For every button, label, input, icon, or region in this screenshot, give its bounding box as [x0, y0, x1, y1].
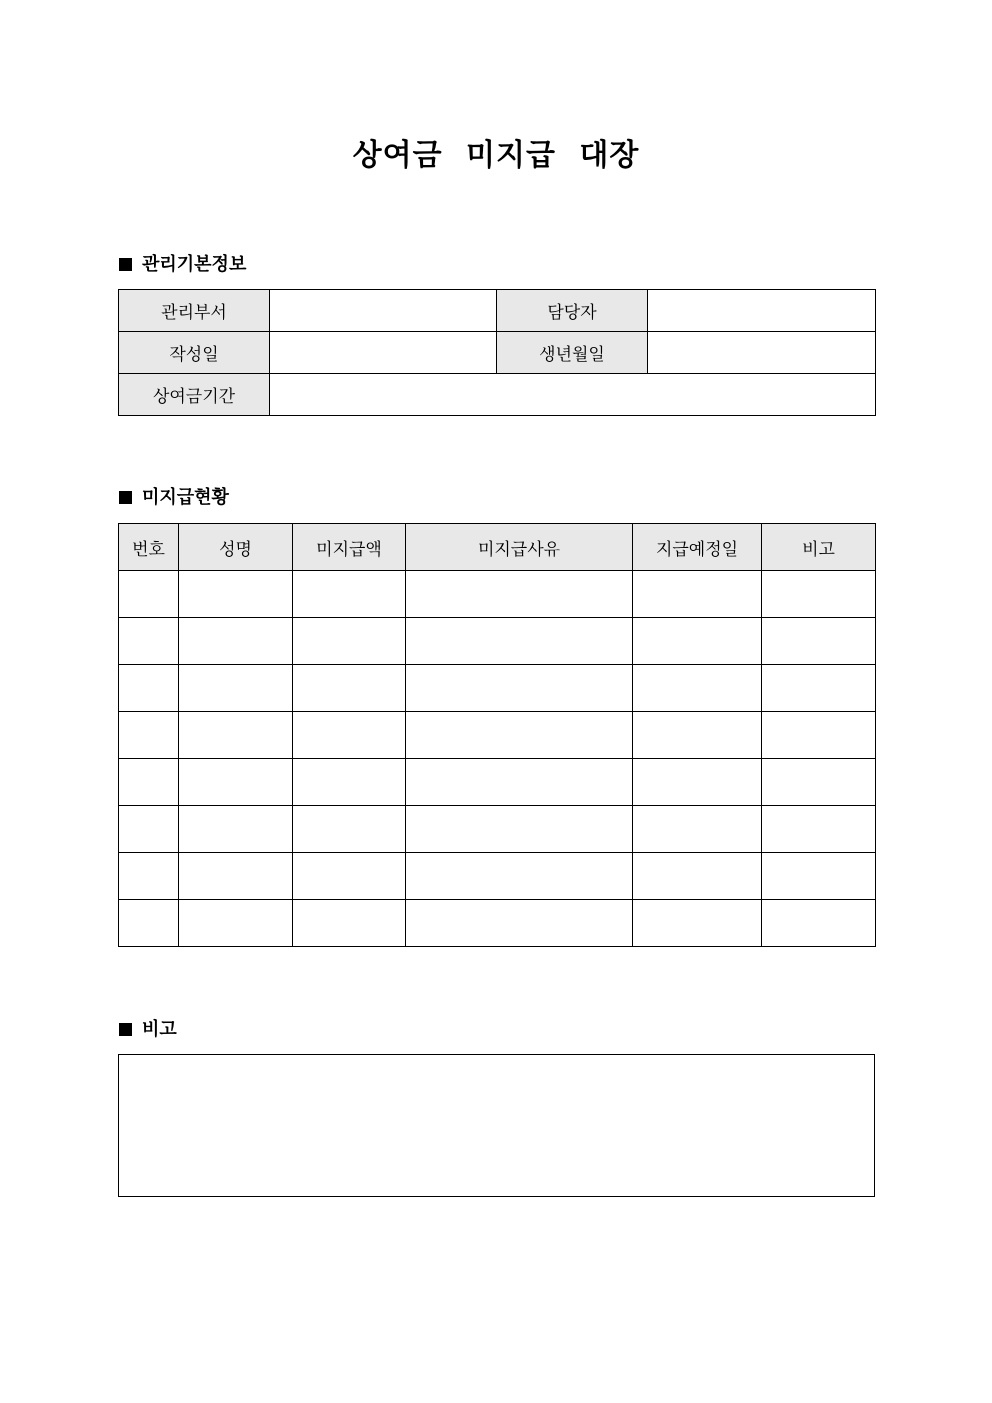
- unpaid-status-table: [118, 523, 876, 947]
- name-cell[interactable]: [179, 712, 293, 759]
- basic-info-heading: [119, 253, 246, 277]
- name-cell[interactable]: [179, 618, 293, 665]
- table-header-row: [119, 524, 876, 571]
- column-header-scheduled-date: 지급예정일: [633, 524, 762, 571]
- unpaid-amount-cell[interactable]: [293, 853, 406, 900]
- unpaid-amount-cell[interactable]: [293, 571, 406, 618]
- remarks-cell[interactable]: [762, 665, 876, 712]
- unpaid-amount-cell[interactable]: [293, 900, 406, 947]
- remarks-box[interactable]: [118, 1054, 875, 1197]
- unpaid-reason-cell[interactable]: [406, 712, 633, 759]
- table-row: [119, 712, 876, 759]
- scheduled-date-cell[interactable]: [633, 806, 762, 853]
- table-row: [119, 665, 876, 712]
- remarks-cell[interactable]: [762, 900, 876, 947]
- remarks-cell[interactable]: [762, 712, 876, 759]
- unpaid-reason-cell[interactable]: [406, 618, 633, 665]
- birth-date-field[interactable]: [648, 332, 876, 374]
- created-date-field[interactable]: [270, 332, 497, 374]
- square-bullet-icon: [119, 1023, 132, 1036]
- scheduled-date-cell[interactable]: [633, 665, 762, 712]
- column-header-unpaid-reason: 미지급사유: [406, 524, 633, 571]
- column-header-remarks: 비고: [762, 524, 876, 571]
- scheduled-date-cell[interactable]: [633, 712, 762, 759]
- created-date-label: 작성일: [119, 332, 270, 374]
- unpaid-reason-cell[interactable]: [406, 665, 633, 712]
- number-cell[interactable]: [119, 853, 179, 900]
- manager-field[interactable]: [648, 290, 876, 332]
- remarks-cell[interactable]: [762, 853, 876, 900]
- unpaid-reason-cell[interactable]: [406, 806, 633, 853]
- unpaid-amount-cell[interactable]: [293, 665, 406, 712]
- remarks-heading: [119, 1018, 177, 1042]
- scheduled-date-cell[interactable]: [633, 853, 762, 900]
- unpaid-amount-cell[interactable]: [293, 712, 406, 759]
- table-row: [119, 759, 876, 806]
- unpaid-status-body: [119, 571, 876, 947]
- birth-date-label: 생년월일: [497, 332, 648, 374]
- remarks-heading-text: 비고: [142, 1019, 177, 1040]
- scheduled-date-cell[interactable]: [633, 571, 762, 618]
- document-title: 상여금 미지급 대장: [352, 138, 640, 173]
- number-cell[interactable]: [119, 900, 179, 947]
- name-cell[interactable]: [179, 806, 293, 853]
- basic-info-row: [119, 290, 876, 332]
- table-row: [119, 571, 876, 618]
- department-field[interactable]: [270, 290, 497, 332]
- remarks-cell[interactable]: [762, 618, 876, 665]
- column-header-number: 번호: [119, 524, 179, 571]
- department-label: 관리부서: [119, 290, 270, 332]
- unpaid-reason-cell[interactable]: [406, 759, 633, 806]
- unpaid-amount-cell[interactable]: [293, 618, 406, 665]
- column-header-name: 성명: [179, 524, 293, 571]
- number-cell[interactable]: [119, 571, 179, 618]
- scheduled-date-cell[interactable]: [633, 900, 762, 947]
- basic-info-table: [118, 289, 876, 416]
- table-row: [119, 618, 876, 665]
- basic-info-row: [119, 332, 876, 374]
- column-header-unpaid-amount: 미지급액: [293, 524, 406, 571]
- bonus-period-label: 상여금기간: [119, 374, 270, 416]
- scheduled-date-cell[interactable]: [633, 759, 762, 806]
- name-cell[interactable]: [179, 665, 293, 712]
- name-cell[interactable]: [179, 759, 293, 806]
- bonus-period-field[interactable]: [270, 374, 876, 416]
- status-heading-text: 미지급현황: [142, 487, 229, 508]
- number-cell[interactable]: [119, 618, 179, 665]
- number-cell[interactable]: [119, 665, 179, 712]
- scheduled-date-cell[interactable]: [633, 618, 762, 665]
- remarks-cell[interactable]: [762, 571, 876, 618]
- name-cell[interactable]: [179, 571, 293, 618]
- table-row: [119, 900, 876, 947]
- unpaid-reason-cell[interactable]: [406, 571, 633, 618]
- unpaid-amount-cell[interactable]: [293, 806, 406, 853]
- manager-label: 담당자: [497, 290, 648, 332]
- name-cell[interactable]: [179, 853, 293, 900]
- number-cell[interactable]: [119, 806, 179, 853]
- status-heading: [119, 486, 229, 510]
- unpaid-amount-cell[interactable]: [293, 759, 406, 806]
- remarks-cell[interactable]: [762, 759, 876, 806]
- square-bullet-icon: [119, 258, 132, 271]
- table-row: [119, 853, 876, 900]
- remarks-cell[interactable]: [762, 806, 876, 853]
- square-bullet-icon: [119, 491, 132, 504]
- basic-info-row: [119, 374, 876, 416]
- number-cell[interactable]: [119, 712, 179, 759]
- basic-info-heading-text: 관리기본정보: [142, 254, 247, 275]
- number-cell[interactable]: [119, 759, 179, 806]
- unpaid-reason-cell[interactable]: [406, 853, 633, 900]
- name-cell[interactable]: [179, 900, 293, 947]
- table-row: [119, 806, 876, 853]
- unpaid-reason-cell[interactable]: [406, 900, 633, 947]
